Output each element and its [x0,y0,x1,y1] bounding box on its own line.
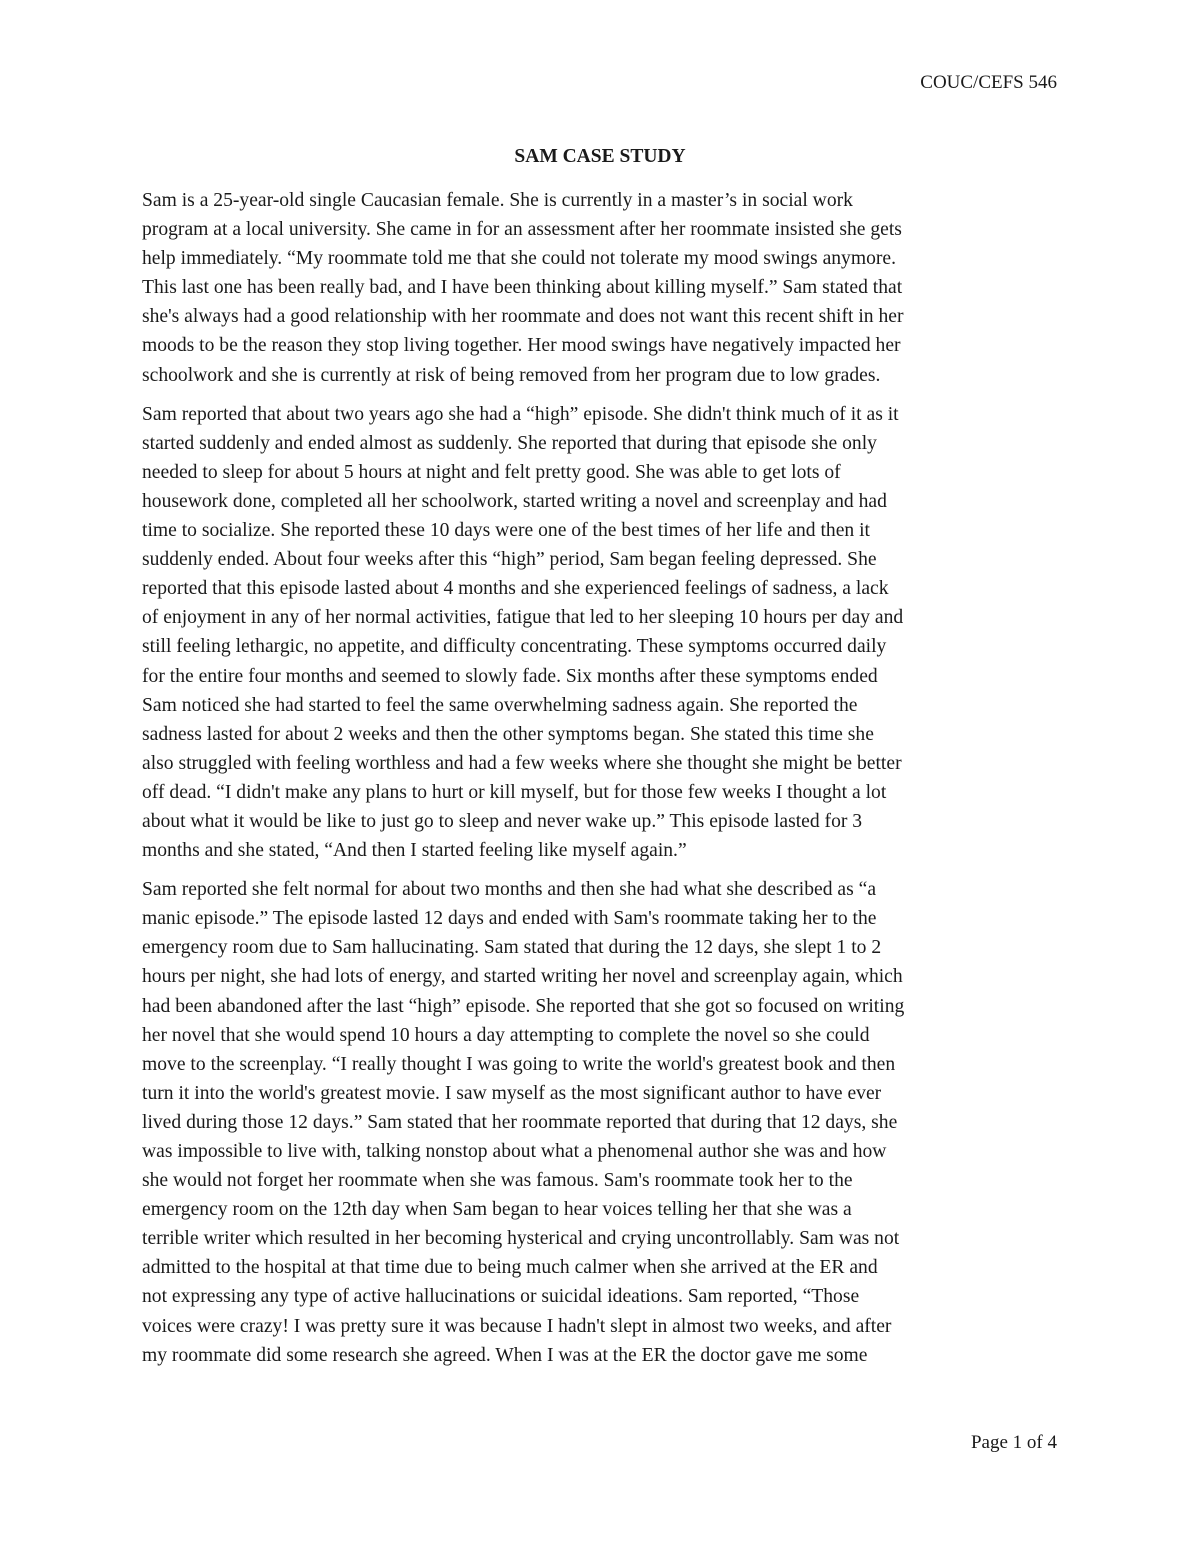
text-line: terrible writer which resulted in her becoming hysterical and crying uncontrollably. Sam was not [142,1228,900,1250]
text-line: she's always had a good relationship with her roommate and does not want this recent shift in her [142,306,904,328]
text-line: moods to be the reason they stop living together. Her mood swings have negatively impacted her [142,335,901,357]
text-line: program at a local university. She came in for an assessment after her roommate insisted she gets [142,219,902,241]
text-line: sadness lasted for about 2 weeks and then the other symptoms began. She stated this time she [142,723,874,745]
paragraph-episode-history [142,400,1058,866]
text-line: housework done, completed all her schoolwork, started writing a novel and screenplay and had [142,490,887,512]
text-line: time to socialize. She reported these 10 days were one of the best times of her life and then it [142,520,871,542]
text-line: This last one has been really bad, and I have been thinking about killing myself.” Sam stated that [142,277,903,299]
text-line: emergency room on the 12th day when Sam began to hear voices telling her that she was a [142,1199,852,1221]
course-code-header: COUC/CEFS 546 [920,72,1057,93]
text-line: voices were crazy! I was pretty sure it was because I hadn't slept in almost two weeks, and after [142,1315,892,1337]
text-line: reported that this episode lasted about 4 months and she experienced feelings of sadness, a lack [142,578,889,600]
document-title: SAM CASE STUDY [514,146,686,167]
text-line: lived during those 12 days.” Sam stated that her roommate reported that during that 12 days, she [142,1111,898,1133]
text-line: months and she stated, “And then I started feeling like myself again.” [142,840,687,862]
text-line: not expressing any type of active hallucinations or suicidal ideations. Sam reported, “Those [142,1286,860,1308]
text-line: Sam is a 25-year-old single Caucasian female. She is currently in a master’s in social work [142,190,853,211]
text-line: manic episode.” The episode lasted 12 days and ended with Sam's roommate taking her to the [142,908,877,930]
text-line: hours per night, she had lots of energy, and started writing her novel and screenplay again, which [142,966,903,988]
text-line: off dead. “I didn't make any plans to hurt or kill myself, but for those few weeks I thought a lot [142,781,887,803]
text-line: help immediately. “My roommate told me that she could not tolerate my mood swings anymore. [142,248,897,270]
text-line: Sam noticed she had started to feel the same overwhelming sadness again. She reported the [142,694,858,716]
text-line: about what it would be like to just go to sleep and never wake up.” This episode lasted for 3 [142,810,863,832]
text-line: Sam reported that about two years ago she had a “high” episode. She didn't think much of it as it [142,403,899,425]
paragraph-intro [142,186,1058,390]
text-line: also struggled with feeling worthless and had a few weeks where she thought she might be better [142,752,902,774]
text-line: my roommate did some research she agreed. When I was at the ER the doctor gave me some [142,1344,868,1366]
text-line: started suddenly and ended almost as suddenly. She reported that during that episode she only [142,432,877,454]
text-line: for the entire four months and seemed to slowly fade. Six months after these symptoms ended [142,665,878,687]
text-line: still feeling lethargic, no appetite, and difficulty concentrating. These symptoms occurred daily [142,636,887,658]
text-line: turn it into the world's greatest movie. I saw myself as the most significant author to have ever [142,1082,882,1104]
text-line: needed to sleep for about 5 hours at night and felt pretty good. She was able to get lots of [142,461,841,483]
text-line: was impossible to live with, talking nonstop about what a phenomenal author she was and how [142,1141,887,1162]
document-body [142,186,1058,1380]
text-line: Sam reported she felt normal for about two months and then she had what she described as “a [142,879,877,901]
text-line: had been abandoned after the last “high” episode. She reported that she got so focused on writing [142,995,905,1017]
text-line: admitted to the hospital at that time due to being much calmer when she arrived at the ER and [142,1257,878,1279]
text-line: move to the screenplay. “I really thought I was going to write the world's greatest book and then [142,1053,896,1075]
text-line: emergency room due to Sam hallucinating. Sam stated that during the 12 days, she slept 1 to 2 [142,937,882,959]
text-line: her novel that she would spend 10 hours a day attempting to complete the novel so she could [142,1024,870,1046]
text-line: of enjoyment in any of her normal activities, fatigue that led to her sleeping 10 hours per day and [142,607,904,629]
page-number: Page 1 of 4 [970,1432,1057,1453]
text-line: schoolwork and she is currently at risk of being removed from her program due to low grades. [142,364,881,386]
text-line: suddenly ended. About four weeks after this “high” period, Sam began feeling depressed. She [142,549,877,571]
paragraph-manic-episode [142,875,1058,1370]
text-line: she would not forget her roommate when she was famous. Sam's roommate took her to the [142,1170,853,1192]
